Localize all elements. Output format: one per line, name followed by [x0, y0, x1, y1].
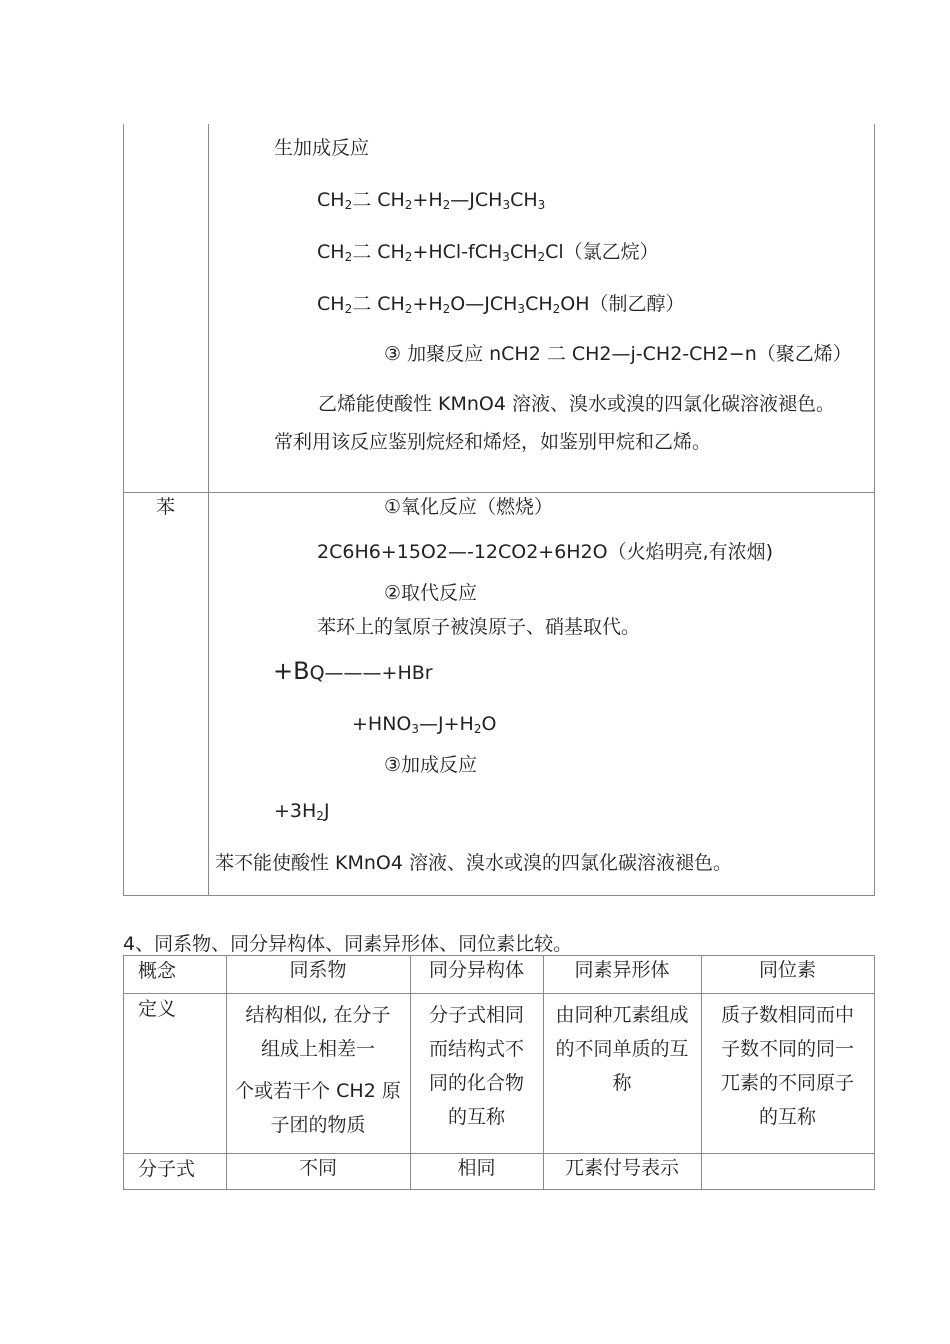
compare-table-col-line-0: [123, 955, 124, 1190]
compare-table-header-separator: [123, 993, 875, 994]
definition-allotrope: 由同种兀素组成 的不同单质的互 称: [555, 1004, 689, 1094]
upper-table-right-border: [874, 124, 875, 896]
equation-hydrogenation: $CH_2$二 $CH_2+H_2—JCH_3CH_3$: [317, 189, 546, 212]
formula-homologue: 不同: [298, 1157, 337, 1179]
upper-table-row-separator: [123, 492, 875, 493]
header-isotope: 同位素: [758, 959, 816, 981]
benzene-label: 苯: [156, 496, 176, 518]
ethylene-identify-note: 常利用该反应鉴别烷烃和烯烃，如鉴别甲烷和乙烯。: [274, 431, 712, 453]
benzene-hydrogenation-equation: $+3H_2J$: [274, 800, 330, 823]
definition-isomer: 分子式相同 而结构式不 同的化合物 的互称: [428, 1004, 524, 1128]
header-allotrope: 同素异形体: [574, 959, 670, 981]
row-label-definition: 定义: [138, 998, 177, 1020]
benzene-substitution-heading: ②取代反应: [384, 582, 478, 604]
definition-isotope: 质子数相同而中 子数不同的同一 兀素的不同原子 的互称: [720, 1004, 854, 1128]
benzene-combustion-equation: 2C6H6+15O2—-12CO2+6H2O（火焰明亮,有浓烟): [317, 541, 774, 563]
formula-isomer: 相同: [457, 1157, 496, 1179]
bromination-equation: +BQ———+HBr: [273, 657, 433, 685]
equation-hydration: $CH_2$二 $CH_2+H_2O—JCH_3CH_2OH$（制乙醇）: [317, 293, 685, 316]
header-isomer: 同分异构体: [428, 959, 524, 981]
upper-table-divider: [208, 124, 209, 896]
section-title: 4、同系物、同分异构体、同素异形体、同位素比较。: [123, 933, 573, 955]
ethylene-decolorize-note: 乙烯能使酸性 KMnO4 溶液、溴水或溴的四氯化碳溶液褪色。: [318, 393, 836, 415]
equation-hcl-addition: $CH_2$二 $CH_2+HCl-fCH_3CH_2Cl$（氯乙烷）: [317, 241, 659, 264]
row-label-molecular-formula: 分子式: [138, 1158, 196, 1180]
addition-reaction-heading: 生加成反应: [274, 137, 370, 159]
compare-table-bottom-border: [123, 1189, 875, 1190]
benzene-addition-heading: ③加成反应: [384, 754, 478, 776]
formula-allotrope: 兀素付号表示: [564, 1157, 679, 1179]
definition-homologue: 结构相似, 在分子 组成上相差一 个或若干个 CH2 原 子团的物质: [235, 1004, 401, 1136]
header-concept: 概念: [138, 960, 177, 982]
benzene-decolorize-note: 苯不能使酸性 KMnO4 溶液、溴水或溴的四氯化碳溶液褪色。: [215, 852, 733, 874]
benzene-substitution-note: 苯环上的氢原子被溴原子、硝基取代。: [317, 616, 641, 638]
header-homologue: 同系物: [289, 959, 347, 981]
polymerization-line: ③ 加聚反应 nCH2 二 CH2—j-CH2-CH2−n（聚乙烯）: [384, 343, 852, 365]
compare-table-col-line-5: [874, 955, 875, 1190]
nitration-equation: $+HNO_3—J+H_2O$: [352, 713, 497, 736]
upper-table-bottom-border: [123, 895, 875, 896]
benzene-oxidation-heading: ①氧化反应（燃烧）: [384, 496, 554, 518]
upper-table-left-border: [123, 124, 124, 896]
